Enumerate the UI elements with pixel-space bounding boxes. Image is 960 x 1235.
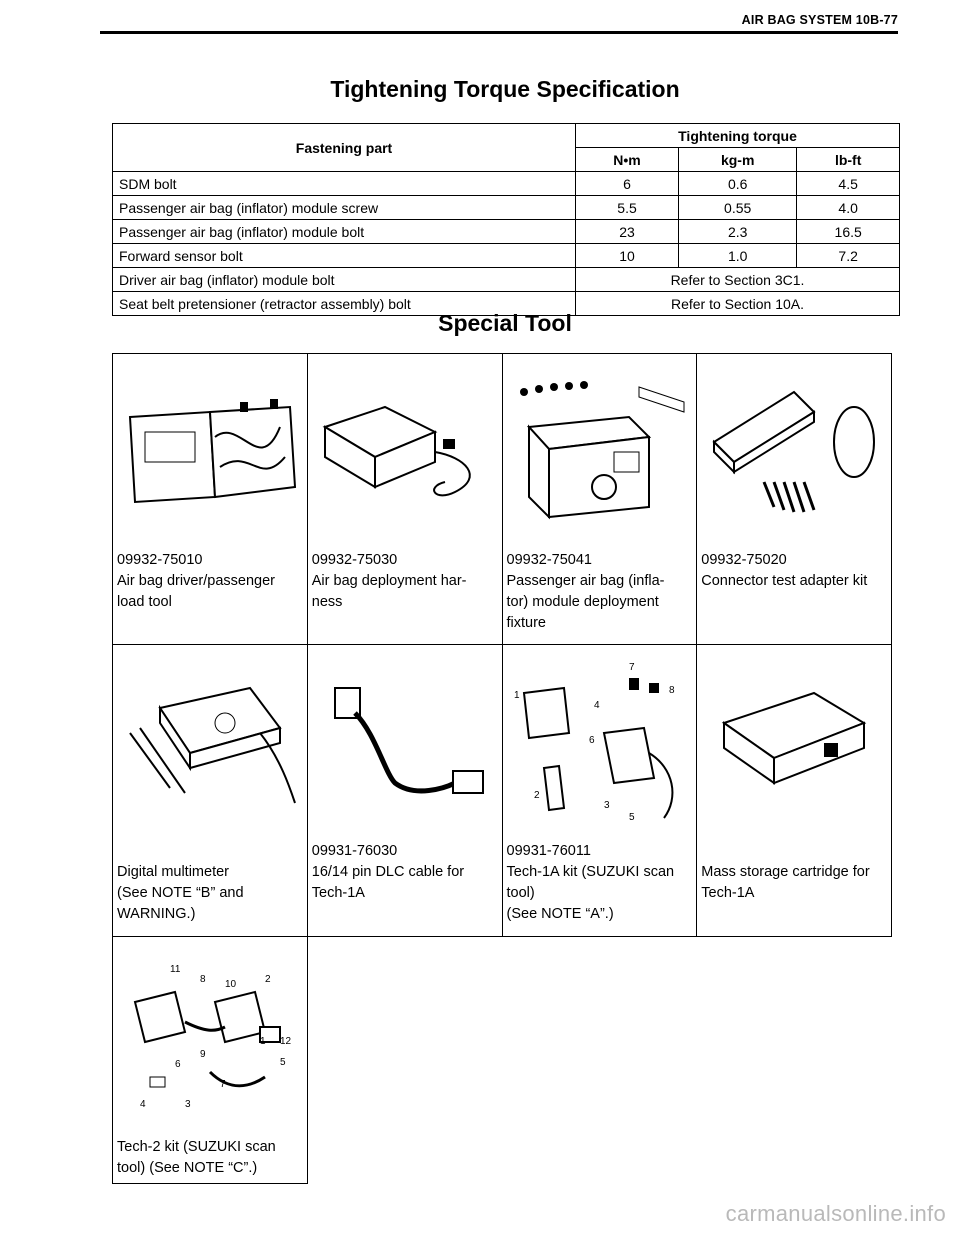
nm-cell: 5.5 [576, 196, 679, 220]
multimeter-icon [113, 645, 307, 841]
lbft-cell: 4.0 [797, 196, 900, 220]
table-row [113, 172, 900, 196]
tech1a-kit-icon [503, 645, 697, 841]
tool-desc: Tech-1A [701, 885, 755, 901]
storage-cartridge-icon [697, 645, 891, 841]
tool-number: 09932-75010 [117, 552, 203, 568]
tool-number: 09931-76030 [311, 843, 398, 859]
load-tool-case-icon [113, 354, 307, 550]
unit-nm: N•m [576, 148, 679, 172]
tool-number [117, 841, 303, 862]
tool-desc: tor) module deployment [506, 594, 659, 610]
callout-3: 3 [604, 800, 610, 811]
tool-number: 09932-75020 [701, 552, 787, 568]
callout-1: 1 [259, 1036, 266, 1047]
table-row [113, 220, 900, 244]
tool-desc: Air bag deployment har- [311, 573, 467, 589]
tool-cell [113, 354, 308, 645]
callout-9: 9 [199, 1049, 206, 1060]
tool-cell [307, 354, 502, 645]
part-cell: SDM bolt [113, 172, 576, 196]
kgm-cell: 0.6 [679, 172, 797, 196]
tool-cell [697, 645, 892, 937]
reference-cell: Refer to Section 10A. [576, 292, 900, 316]
table-row [113, 196, 900, 220]
callout-5: 5 [279, 1057, 286, 1068]
callout-8: 8 [669, 685, 675, 696]
tool-number: 09931-76011 [506, 843, 591, 859]
kgm-cell: 0.55 [679, 196, 797, 220]
tool-cell [113, 645, 308, 937]
part-cell: Seat belt pretensioner (retractor assembly) bolt [113, 292, 576, 316]
nm-cell: 6 [576, 172, 679, 196]
callout-4: 4 [594, 700, 600, 711]
tool-cell [307, 645, 502, 937]
tool-desc: tool) [506, 885, 535, 901]
callout-3: 3 [184, 1099, 191, 1110]
callout-12: 12 [279, 1036, 291, 1047]
running-title: AIR BAG SYSTEM 10B-77 [741, 13, 898, 27]
part-cell: Passenger air bag (inflator) module bolt [113, 220, 576, 244]
tool-desc: Tech-2 kit (SUZUKI scan [117, 1139, 276, 1155]
callout-8: 8 [199, 974, 206, 985]
deployment-fixture-icon [503, 354, 697, 550]
tool-cell [502, 645, 697, 937]
part-cell: Driver air bag (inflator) module bolt [113, 268, 576, 292]
deployment-harness-icon [308, 354, 502, 550]
tool-cell [502, 354, 697, 645]
callout-2: 2 [534, 790, 540, 801]
callout-7: 7 [219, 1079, 226, 1090]
tool-number [701, 841, 887, 862]
kgm-cell: 1.0 [679, 244, 797, 268]
tool-number: 09932-75030 [311, 552, 398, 568]
callout-6: 6 [174, 1059, 181, 1070]
adapter-kit-icon [697, 354, 891, 550]
tool-desc: Connector test adapter kit [701, 573, 868, 589]
dlc-cable-icon [308, 645, 502, 841]
part-cell: Forward sensor bolt [113, 244, 576, 268]
tool-desc: ness [311, 594, 343, 610]
callout-4: 4 [139, 1099, 146, 1110]
header-rule [100, 31, 898, 34]
tool-desc: Passenger air bag (infla- [506, 573, 665, 589]
tool-number: 09932-75041 [506, 552, 592, 568]
tool-desc: (See NOTE “A”.) [506, 906, 614, 922]
tool-desc: (See NOTE “B” and [117, 885, 244, 901]
tool-desc: tool) (See NOTE “C”.) [117, 1160, 258, 1176]
tool-desc: Digital multimeter [117, 864, 229, 880]
torque-table [112, 123, 900, 316]
nm-cell: 10 [576, 244, 679, 268]
lbft-cell: 4.5 [797, 172, 900, 196]
unit-kgm: kg-m [679, 148, 797, 172]
tool-desc: Air bag driver/passenger [117, 573, 275, 589]
tool-desc: Tech-1A [311, 885, 365, 901]
kgm-cell: 2.3 [679, 220, 797, 244]
table-row [113, 244, 900, 268]
special-tool-table [112, 353, 892, 1184]
tool-desc: Tech-1A kit (SUZUKI scan [506, 864, 675, 880]
callout-7: 7 [629, 662, 635, 673]
nm-cell: 23 [576, 220, 679, 244]
tool-cell [697, 354, 892, 645]
tool-desc: Mass storage cartridge for [701, 864, 870, 880]
callout-6: 6 [589, 735, 595, 746]
tool-cell [113, 937, 308, 1184]
tool-desc: fixture [506, 615, 546, 631]
section-title: Tightening Torque Specification [330, 76, 680, 102]
special-tool-title: Special Tool [438, 310, 572, 336]
lbft-cell: 16.5 [797, 220, 900, 244]
callout-2: 2 [264, 974, 271, 985]
tool-desc: 16/14 pin DLC cable for [311, 864, 465, 880]
tool-desc: WARNING.) [117, 906, 196, 922]
callout-1: 1 [514, 690, 520, 701]
unit-lbft: lb-ft [797, 148, 900, 172]
part-cell: Passenger air bag (inflator) module screw [113, 196, 576, 220]
tool-desc: load tool [117, 594, 172, 610]
col-fastening-part: Fastening part [113, 124, 576, 172]
table-row [113, 268, 900, 292]
lbft-cell: 7.2 [797, 244, 900, 268]
col-tightening-torque: Tightening torque [576, 124, 900, 148]
callout-10: 10 [224, 979, 236, 990]
reference-cell: Refer to Section 3C1. [576, 268, 900, 292]
tech2-kit-icon [113, 937, 307, 1137]
callout-5: 5 [629, 812, 635, 823]
callout-11: 11 [169, 964, 181, 975]
watermark-text: carmanualsonline.info [725, 1201, 946, 1226]
